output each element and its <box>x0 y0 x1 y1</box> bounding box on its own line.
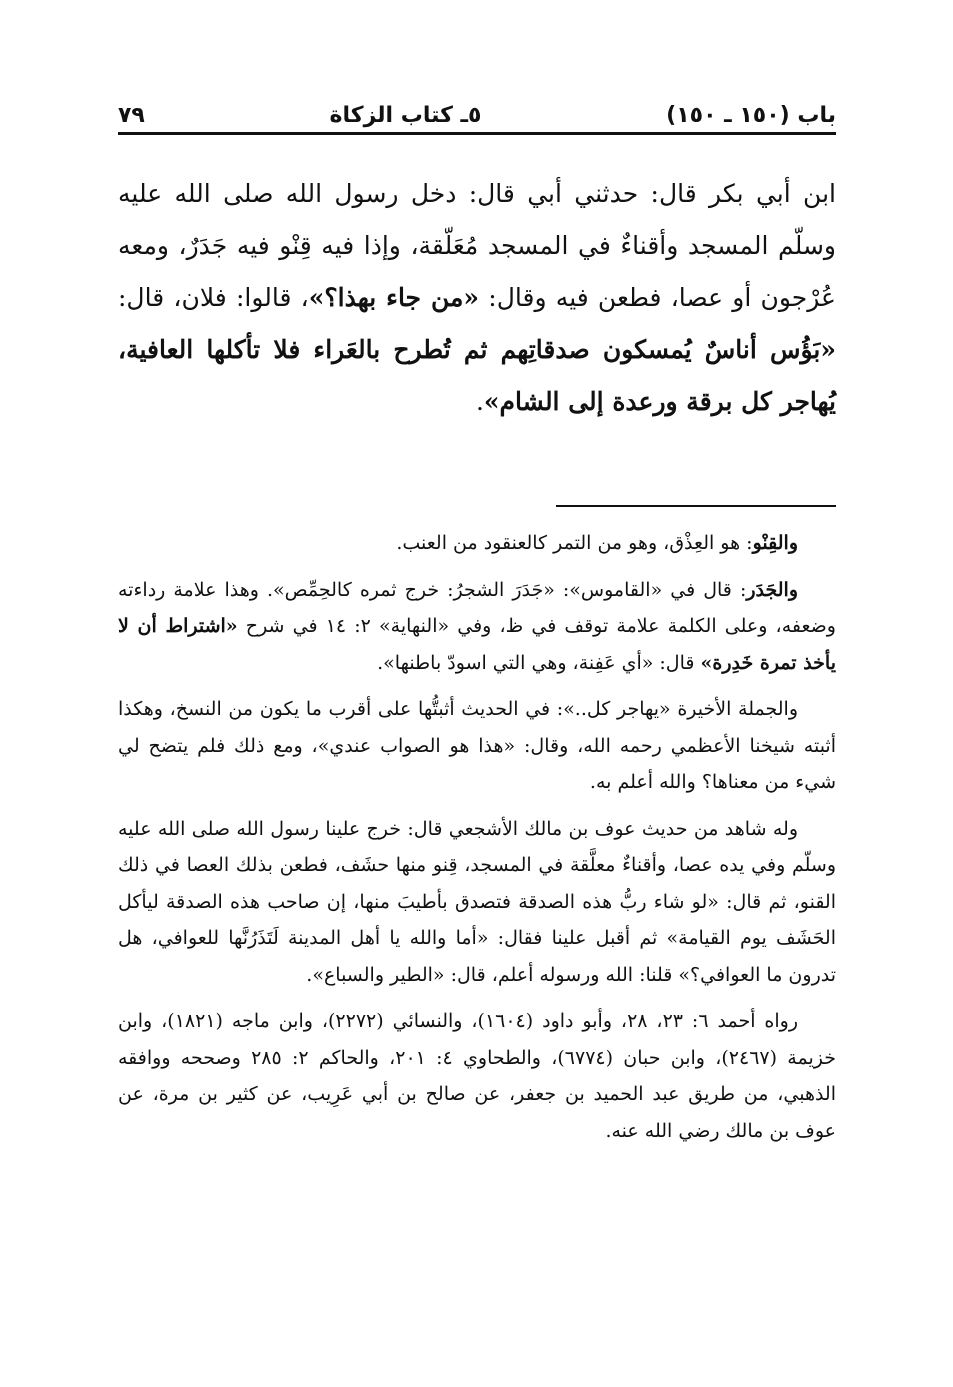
note-last-sentence: والجملة الأخيرة «يهاجر كل..»: في الحديث أثبتُّها على أقرب ما يكون من النسخ، وهكذا أثبته شيخنا الأعظمي رحمه الله، وقال: «هذا هو الصواب عندي»، ومع ذلك فلم يتضح لي شيء من معناها؟ والله أعلم به. <box>118 698 836 793</box>
footnotes <box>118 525 836 1159</box>
main-text <box>118 168 836 428</box>
header-rule <box>118 132 836 135</box>
note-qinw <box>118 525 836 562</box>
note-bold-phrase: «اشتراط أن لا يأخذ تمرة خَدِرة» <box>118 615 836 674</box>
note-witness: وله شاهد من حديث عوف بن مالك الأشجعي قال: خرج علينا رسول الله صلى الله عليه وسلّم وفي يده عصا، وأقناءٌ معلَّقة في المسجد، قِنو منها حشَف، فطعن بذلك العصا في ذلك القنو، ثم قال: «لو شاء ربُّ هذه الصدقة فتصدق بأطيبَ منها، إن صاحب هذه الصدقة ليأكل الحَشَف يوم القيامة» ثم أقبل علينا فقال: «أما والله يا أهل المدينة لَتَذَرُنَّها للعوافي، هل تدرون ما العوافي؟» قلنا: الله ورسوله أعلم، قال: «الطير والسباع». <box>118 817 836 986</box>
footnote-rule <box>556 505 836 507</box>
note-text: : قال في «القاموس»: «جَدَرَ الشجرُ: خرج ثمره كالحِمِّص». وهذا علامة رداءته وضعفه، وعلى الكلمة علامة توقف في ظ، وفي «النهاية» ٢: ١٤ في شرح <box>118 578 836 637</box>
note-text: : هو العِذْق، وهو من التمر كالعنقود من العنب. <box>396 532 753 554</box>
note-sources: رواه أحمد ٦: ٢٣، ٢٨، وأبو داود (١٦٠٤)، والنسائي (٢٢٧٢)، وابن ماجه (١٨٢١)، وابن خزيمة (٢٤٦٧)، وابن حبان (٦٧٧٤)، والطحاوي ٤: ٢٠١، والحاكم ٢: ٢٨٥ وصححه ووافقه الذهبي، من طريق عبد الحميد بن جعفر، عن صالح بن أبي عَرِيب، عن كثير بن مرة، عن عوف بن مالك رضي الله عنه. <box>118 1010 836 1142</box>
note-jadar <box>118 572 836 682</box>
hadith-text-2: ، قالوا: فلان، قال: <box>118 283 309 312</box>
page-number: ٧٩ <box>118 103 145 128</box>
hadith-quote-2: «بَؤُس أناسٌ يُمسكون صدقاتِهم ثم تُطرح بالعَراء فلا تأكلها العافية، يُهاجر كل برقة ورعدة إلى الشام» <box>118 335 836 416</box>
hadith-quote-1: «من جاء بهذا؟» <box>308 283 480 312</box>
book-title: ٥ـ كتاب الزكاة <box>329 103 482 128</box>
chapter-title: باب (١٥٠ ـ ١٥٠) <box>666 103 836 128</box>
hadith-paragraph <box>118 168 836 428</box>
hadith-text-1: ابن أبي بكر قال: حدثني أبي قال: دخل رسول الله صلى الله عليه وسلّم المسجد وأقناءٌ في المسجد مُعَلّقة، وإذا فيه قِنْو فيه جَدَرٌ، ومعه عُرْجون أو عصا، فطعن فيه وقال: <box>118 179 836 312</box>
note-term: والقِنْو <box>752 532 798 554</box>
note-term: والجَدَر <box>746 578 798 601</box>
running-header <box>118 88 836 128</box>
hadith-end: . <box>475 387 484 416</box>
note-text-2: قال: «أي عَفِنة، وهي التي اسودّ باطنها». <box>377 651 701 674</box>
